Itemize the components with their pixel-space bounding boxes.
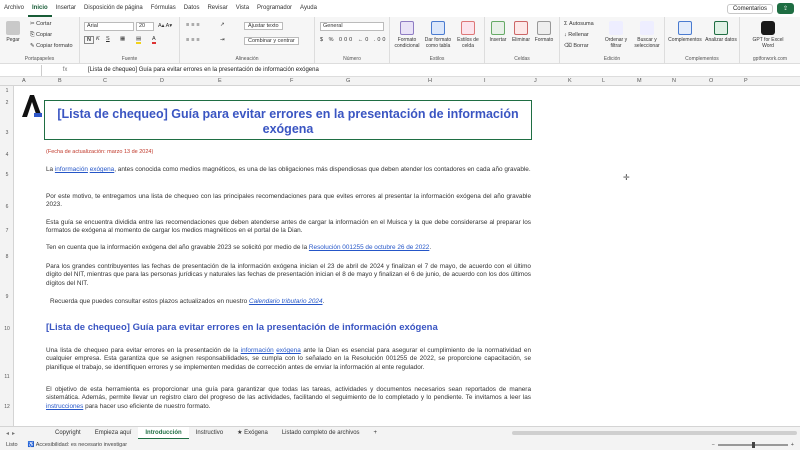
find-select-icon (640, 21, 654, 35)
conditional-format-icon (400, 21, 414, 35)
fill-button[interactable]: ↓ Rellenar (564, 32, 589, 38)
paragraph-7 (46, 347, 531, 372)
tab-vista[interactable]: Vista (235, 5, 250, 11)
link-exogena-2[interactable]: exógena (276, 347, 301, 354)
gpt-group-label: gptforwork.com (752, 56, 788, 62)
zoom-out-icon[interactable]: − (711, 441, 715, 448)
editing-group-label: Edición (603, 56, 621, 62)
orientation-icon[interactable]: ↗ (220, 22, 225, 28)
tab-formulas[interactable]: Fórmulas (150, 5, 176, 11)
column-header[interactable]: L (602, 78, 606, 84)
font-size-select[interactable]: 20 (136, 22, 154, 31)
complements-group (665, 17, 740, 64)
bold-icon[interactable]: N (84, 36, 94, 44)
column-header[interactable]: P (744, 78, 748, 84)
formula-input[interactable]: [Lista de chequeo] Guía para evitar errores en la presentación de información exógena (88, 67, 319, 73)
link-instrucciones[interactable]: instrucciones (46, 402, 84, 410)
column-header[interactable]: H (428, 78, 432, 84)
column-header[interactable]: B (58, 78, 62, 84)
indent-icon[interactable]: ⇥ (220, 37, 225, 43)
row-header[interactable]: 5 (5, 172, 9, 178)
row-header[interactable]: 9 (5, 294, 9, 300)
complements-button[interactable] (667, 21, 703, 43)
column-header[interactable]: E (218, 78, 222, 84)
link-informacion[interactable]: información (54, 166, 88, 173)
vertical-align-icons[interactable]: ≡≡≡ (186, 22, 202, 28)
tab-insertar[interactable]: Insertar (55, 5, 77, 11)
number-format-select[interactable]: General (320, 22, 384, 31)
clear-label: Borrar (573, 43, 589, 49)
row-headers (0, 86, 14, 426)
merge-center-button[interactable] (244, 37, 299, 45)
sheet-nav-arrows-icon[interactable]: ◂▸ (6, 430, 19, 437)
analyze-data-button[interactable] (705, 21, 737, 43)
paragraph-3: Esta guía se encuentra dividida entre las recomendaciones que deben atenderse antes de cargar la información en el Muisca y la que debe considerarse al preparar los formatos de exógena al momento de cargar los medios magnéticos en el portal de la Dian. (46, 219, 531, 235)
zoom-control (712, 442, 800, 448)
sheet-tab-exogena[interactable] (230, 427, 275, 440)
copy-button[interactable]: ⎘ Copiar (30, 32, 53, 38)
paste-icon (6, 21, 20, 35)
analyze-data-label: Analizar datos (705, 37, 737, 43)
sheet-tab-instructivo[interactable]: Instructivo (195, 429, 224, 436)
wrap-text-label: Ajustar texto (248, 23, 279, 29)
fill-color-icon[interactable]: ▤ (136, 36, 142, 42)
alignment-group-label: Alineación (235, 56, 259, 62)
sheet-tab-listado[interactable]: Listado completo de archivos (281, 429, 360, 436)
section-heading: [Lista de chequeo] Guía para evitar errores en la presentación de información exógena (46, 322, 438, 333)
cell-styles-label: Estilos de celda (457, 37, 479, 49)
zoom-slider[interactable] (718, 444, 788, 446)
p8-text-a: El objetivo de esta herramienta es proporcionar una guía para garantizar que todas las tareas, actividades y documentos necesarios sean reportados de manera sistemática. Además, permite llevar un registro claro del progreso de las actividades, facilitando el seguimiento de lo completado y lo pendiente. Te invitamos a leer las (46, 386, 531, 402)
underline-icon[interactable]: S (106, 36, 110, 42)
link-resolucion[interactable]: Resolución 001255 de octubre 26 de 2022 (308, 244, 430, 251)
paragraph-2: Por este motivo, te entregamos una lista de chequeo con las principales recomendaciones para que evites errores al presentar la información exógena del año gravable 2023. (46, 193, 531, 209)
format-painter-button[interactable]: ✎ Copiar formato (30, 43, 73, 49)
status-mode: Listo (6, 441, 18, 448)
worksheet[interactable] (14, 86, 800, 426)
format-cells-label: Formato (534, 37, 554, 43)
tab-datos[interactable]: Datos (183, 5, 200, 11)
analyze-data-icon (714, 21, 728, 35)
column-header[interactable]: M (637, 78, 642, 84)
row-header[interactable]: 6 (5, 204, 9, 210)
number-group-label: Número (343, 56, 361, 62)
column-header[interactable]: I (484, 78, 486, 84)
row-header[interactable]: 1 (5, 88, 9, 94)
actualicese-logo (19, 93, 45, 119)
tab-programador[interactable]: Programador (257, 5, 293, 11)
row-header[interactable]: 8 (5, 254, 9, 260)
formula-bar (0, 64, 800, 77)
add-sheet-icon[interactable]: + (373, 429, 378, 436)
styles-group (390, 17, 485, 64)
fill-label: Rellenar (568, 32, 589, 38)
column-header[interactable]: C (103, 78, 107, 84)
format-table-icon (431, 21, 445, 35)
p6-text-a: Recuerda que puedes consultar estos plazos actualizados en nuestro (50, 298, 249, 305)
link-exogena[interactable]: exógena (89, 166, 115, 173)
accessibility-label: Accesibilidad: es necesario investigar (35, 441, 128, 448)
column-header[interactable]: G (346, 78, 351, 84)
column-header[interactable]: F (290, 78, 294, 84)
p6-text-b: . (322, 298, 325, 305)
p1-text-b: , antes conocida como medios magnéticos, es una de las obligaciones más dispendiosas que deben atender los contadores en cada año gravable. (114, 166, 531, 173)
find-select-label: Buscar y seleccionar (634, 37, 660, 49)
insert-cells-label: Insertar (489, 37, 507, 43)
zoom-slider-knob[interactable] (752, 442, 755, 448)
sort-filter-label: Ordenar y filtrar (604, 37, 628, 49)
wrap-text-button[interactable] (244, 22, 283, 30)
delete-cells-label: Eliminar (511, 37, 531, 43)
paragraph-8 (46, 386, 531, 411)
grow-font-icon[interactable]: A▴ A▾ (158, 23, 173, 29)
zoom-in-icon[interactable]: + (790, 441, 794, 448)
gpt-label: GPT for Excel Word (752, 37, 784, 49)
cut-label: Cortar (36, 21, 52, 27)
column-header[interactable]: N (672, 78, 676, 84)
comments-button[interactable]: Comentarios (727, 4, 773, 14)
insert-cells-icon (491, 21, 505, 35)
gpt-button[interactable] (746, 21, 790, 49)
merge-center-label: Combinar y centrar (248, 38, 295, 44)
column-header[interactable]: D (160, 78, 164, 84)
conditional-format-label: Formato condicional (394, 37, 420, 49)
column-headers (0, 77, 800, 86)
autosum-label: Autosuma (568, 21, 594, 27)
fx-label: fx (62, 67, 68, 73)
clipboard-group-label: Portapapeles (24, 56, 55, 62)
number-group (315, 17, 390, 64)
clear-button[interactable]: ⌫ Borrar (564, 43, 589, 49)
delete-cells-button[interactable] (510, 21, 532, 43)
tab-ayuda[interactable]: Ayuda (300, 5, 317, 11)
complements-group-label: Complementos (685, 56, 719, 62)
name-box[interactable] (0, 65, 42, 76)
p7-text-a: Una lista de chequeo para evitar errores en la presentación de la (46, 347, 241, 354)
delete-cells-icon (514, 21, 528, 35)
cell-styles-button[interactable] (454, 21, 482, 49)
paragraph-6 (46, 298, 531, 306)
paragraph-1 (46, 166, 531, 174)
fx-icon[interactable] (42, 67, 88, 73)
sheet-tab-introduccion[interactable]: Introducción (138, 427, 188, 440)
menu-right-actions (727, 3, 800, 14)
clipboard-group (0, 17, 80, 64)
p4-text-a: Ten en cuenta que la información exógena del año gravable 2023 se solicitó por medio de la (46, 244, 309, 251)
font-name-select[interactable]: Arial (84, 22, 134, 31)
paragraph-4 (46, 244, 531, 252)
font-group-label: Fuente (121, 56, 138, 62)
format-cells-button[interactable] (533, 21, 555, 43)
paste-button[interactable] (4, 21, 22, 43)
link-calendario[interactable]: Calendario tributario 2024 (248, 298, 323, 305)
tab-inicio[interactable]: Inicio (28, 0, 52, 17)
format-cells-icon (537, 21, 551, 35)
insert-cells-button[interactable] (487, 21, 509, 43)
complements-label: Complementos (668, 37, 702, 43)
column-header[interactable]: A (22, 78, 26, 84)
alignment-group (180, 17, 315, 64)
copy-label: Copiar (35, 32, 53, 38)
sheet-tab-copyright[interactable]: Copyright (55, 429, 81, 436)
cut-button[interactable]: ✂ Cortar (30, 21, 52, 27)
row-header[interactable]: 7 (5, 228, 9, 234)
format-painter-label: Copiar formato (36, 43, 73, 49)
tab-disposicion[interactable]: Disposición de página (84, 5, 143, 11)
row-header[interactable]: 3 (5, 130, 9, 136)
cell-styles-icon (461, 21, 475, 35)
font-color-icon[interactable]: A (152, 36, 156, 42)
find-select-button[interactable] (632, 21, 662, 49)
sheet-tab-exogena-label: Exógena (244, 429, 268, 436)
complements-icon (678, 21, 692, 35)
paste-label: Pegar (6, 37, 20, 43)
page-title: [Lista de chequeo] Guía para evitar errores en la presentación de información exógena (57, 107, 519, 136)
format-table-label: Dar formato como tabla (424, 37, 452, 49)
p7-text-b: ante la Dian es esencial para asegurar el cumplimiento de la normatividad en cualquier empresa. Esta garantiza que se asignen responsabilidades, se cumpla con lo señalado en la Resolución 001255 de 2022, se proporcione capacitación, se planifique el trabajo, se identifiquen errores y se implementen medidas de corrección antes de enviar la información al ente regulador. (46, 347, 531, 371)
p1-text-a: La (46, 166, 55, 173)
mouse-cursor-icon: ✛ (623, 173, 630, 182)
star-icon: ★ (237, 429, 243, 436)
sort-filter-icon (609, 21, 623, 35)
menu-bar (0, 0, 800, 17)
p4-text-b: . (429, 244, 432, 251)
update-date: (Fecha de actualización: marzo 13 de 2024) (46, 149, 154, 155)
row-header[interactable]: 11 (4, 374, 10, 380)
tab-revisar[interactable]: Revisar (207, 5, 228, 11)
editing-group (560, 17, 665, 64)
sort-filter-button[interactable] (602, 21, 630, 49)
column-header[interactable]: K (568, 78, 572, 84)
styles-group-label: Estilos (429, 56, 445, 62)
sheet-tab-empieza[interactable]: Empieza aquí (94, 429, 132, 436)
link-informacion-2[interactable]: información (240, 347, 274, 354)
share-icon[interactable]: ⇪ (777, 3, 794, 14)
paragraph-5: Para los grandes contribuyentes las fechas de presentación de la información exógena inician el 23 de abril de 2024 y finalizan el 7 de mayo, de acuerdo con el último dígito del NIT, mientras que para las personas jurídicas y naturales las fechas de presentación inician el 8 de mayo y finalizan el 6 de junio, de acuerdo con los dos últimos dígitos del NIT. (46, 263, 531, 287)
row-header[interactable]: 12 (4, 404, 10, 410)
gpt-group (740, 17, 800, 64)
tab-archivo[interactable]: Archivo (4, 5, 25, 11)
horizontal-scrollbar[interactable] (512, 431, 797, 435)
font-group (80, 17, 180, 64)
format-table-button[interactable] (423, 21, 453, 49)
row-header[interactable]: 4 (5, 152, 9, 158)
gpt-icon (761, 21, 775, 35)
title-box (44, 100, 532, 140)
p8-text-b: para hacer uso eficiente de nuestro formato. (83, 402, 211, 410)
row-header[interactable]: 2 (5, 100, 9, 106)
ribbon (0, 17, 800, 64)
column-header[interactable]: J (534, 78, 537, 84)
autosum-button[interactable]: Σ Autosuma (564, 21, 594, 27)
row-header[interactable]: 10 (4, 326, 10, 332)
conditional-format-button[interactable] (392, 21, 422, 49)
italic-icon[interactable]: K (96, 36, 100, 42)
column-header[interactable]: O (709, 78, 714, 84)
cells-group (485, 17, 560, 64)
status-bar (0, 439, 800, 450)
accessibility-status[interactable]: ♿ Accesibilidad: es necesario investigar (27, 441, 128, 448)
number-format-icons[interactable]: $ % 000 ←0 .00 (320, 37, 388, 43)
cells-group-label: Celdas (514, 56, 530, 62)
horizontal-align-icons[interactable]: ≡≡≡ (186, 37, 202, 43)
borders-icon[interactable]: ▦ (120, 36, 126, 42)
